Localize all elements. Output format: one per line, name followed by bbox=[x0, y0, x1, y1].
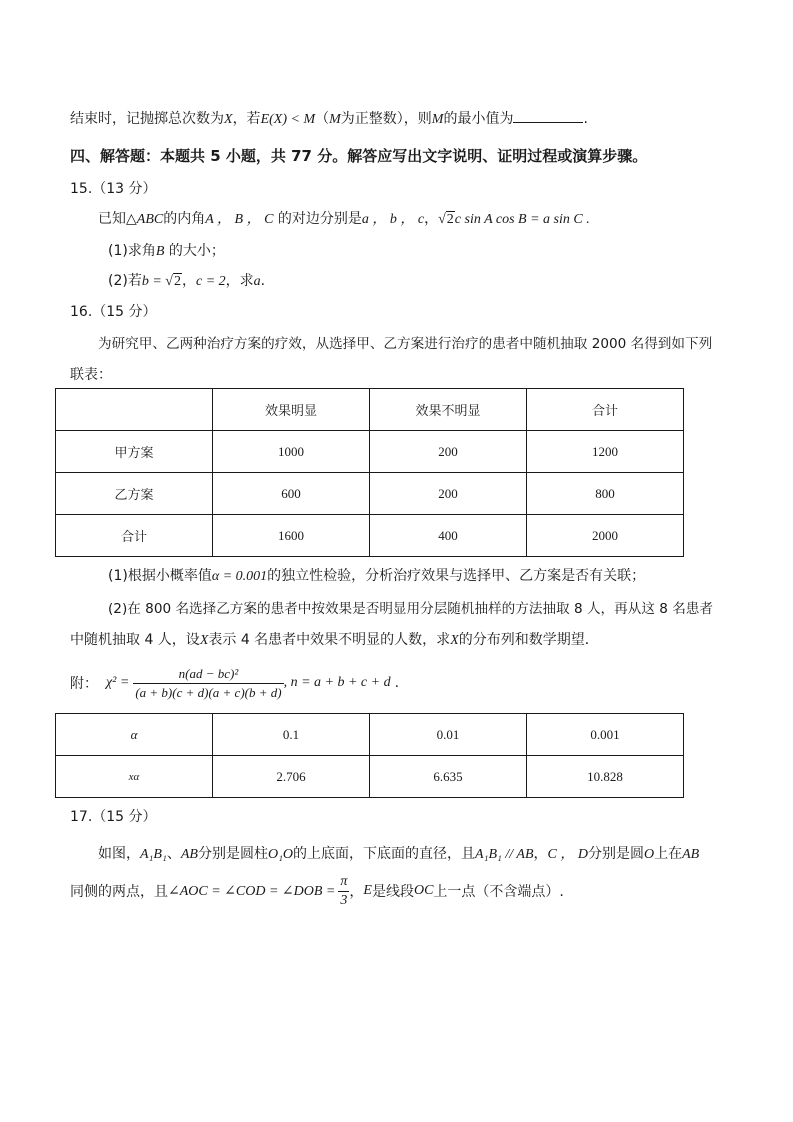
q17-line2: 同侧的两点，且 ∠AOC = ∠COD = ∠DOB = $\frac{\pi}{3}$ ， E 是线段 OC 上一点（不含端点）. bbox=[70, 873, 564, 908]
q17-header: 17.（15 分） bbox=[70, 809, 157, 825]
q17-line1: 如图，A₁B₁、AB分别是圆柱O₁O的上底面，下底面的直径，且A₁B₁ // AB，C ， D分别是圆O上在AB bbox=[98, 846, 700, 862]
table-row: 合计 1600 400 2000 bbox=[56, 515, 684, 557]
table-row: xα 2.706 6.635 10.828 bbox=[56, 756, 684, 798]
q16-part1: (1)根据小概率值α = 0.001的独立性检验，分析治疗效果与选择甲、乙方案是否有关联； bbox=[108, 568, 646, 584]
table-row: 乙方案 600 200 800 bbox=[56, 473, 684, 515]
q16-intro-line1: 为研究甲、乙两种治疗方案的疗效，从选择甲、乙方案进行治疗的患者中随机抽取 2000 名得到如下列 bbox=[98, 336, 713, 352]
table-header-row: 效果明显 效果不明显 合计 bbox=[56, 389, 684, 431]
chi-square-formula: 附： χ² = $\frac{\text{n(ad − bc)²}}{(a + b)(c + d)(a + c)(b + d)}$ , n = a + b + c + d . bbox=[70, 665, 400, 700]
q15-header: 15.（13 分） bbox=[70, 181, 157, 197]
pi-over-three: $\frac{\pi}{3}$ bbox=[340, 873, 348, 908]
q16-part2-line1: (2)在 800 名选择乙方案的患者中按效果是否明显用分层随机抽样的方法抽取 8 人，再从这 8 名患者 bbox=[108, 601, 713, 617]
answer-blank bbox=[513, 110, 583, 123]
table-row: 甲方案 1000 200 1200 bbox=[56, 431, 684, 473]
section-heading: 四、解答题：本题共 5 小题，共 77 分。解答应写出文字说明、证明过程或演算步骤。 bbox=[70, 147, 648, 165]
q15-intro: 已知△ABC的内角A ， B ， C 的对边分别是a ， b ， c，√2c sin A cos B = a sin C . bbox=[98, 211, 590, 227]
q16-part2-line2: 中随机抽取 4 人，设X表示 4 名患者中效果不明显的人数，求X的分布列和数学期望． bbox=[70, 632, 599, 648]
table-row: α 0.1 0.01 0.001 bbox=[56, 714, 684, 756]
q16-intro-line2: 联表： bbox=[70, 367, 112, 383]
contingency-table bbox=[55, 388, 684, 557]
q16-header: 16.（15 分） bbox=[70, 304, 157, 320]
critical-value-table bbox=[55, 713, 684, 798]
top-line: 结束时，记抛掷总次数为X，若E(X) < M（M为正整数），则M的最小值为 . bbox=[70, 111, 588, 127]
chi-fraction: $\frac{\text{n(ad − bc)²}}{(a + b)(c + d)(a + c)(b + d)}$ bbox=[135, 665, 282, 700]
q15-part1: (1)求角B 的大小； bbox=[108, 243, 225, 259]
q15-part2: (2)若b = √2，c = 2，求a. bbox=[108, 273, 266, 289]
